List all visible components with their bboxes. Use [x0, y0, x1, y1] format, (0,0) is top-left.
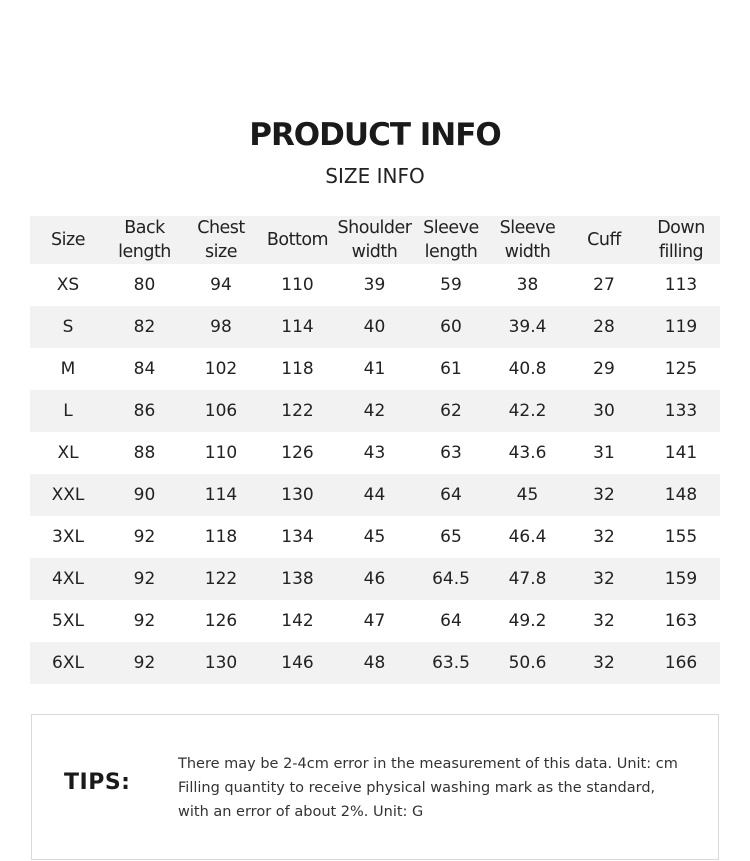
table-cell: 92: [106, 642, 183, 684]
table-cell: 102: [183, 348, 259, 390]
table-row: [30, 348, 720, 390]
table-cell: XXL: [30, 474, 106, 516]
page-subtitle: SIZE INFO: [325, 164, 425, 188]
table-cell: 84: [106, 348, 183, 390]
size-table: [30, 216, 720, 684]
table-cell: 30: [566, 390, 642, 432]
table-cell: 46.4: [489, 516, 566, 558]
table-cell: 32: [566, 516, 642, 558]
table-cell: 106: [183, 390, 259, 432]
table-cell: 88: [106, 432, 183, 474]
table-cell: 5XL: [30, 600, 106, 642]
tips-label: TIPS:: [64, 770, 131, 795]
table-cell: 3XL: [30, 516, 106, 558]
table-cell: 114: [259, 306, 336, 348]
header-down-filling: Down filling: [642, 216, 720, 264]
table-cell: 46: [336, 558, 413, 600]
table-cell: 50.6: [489, 642, 566, 684]
table-cell: 118: [183, 516, 259, 558]
table-row: [30, 558, 720, 600]
table-cell: 42.2: [489, 390, 566, 432]
table-cell: 126: [259, 432, 336, 474]
table-cell: 130: [183, 642, 259, 684]
table-cell: 134: [259, 516, 336, 558]
table-cell: 62: [413, 390, 489, 432]
table-cell: 42: [336, 390, 413, 432]
table-cell: 59: [413, 264, 489, 306]
table-cell: 28: [566, 306, 642, 348]
table-cell: 110: [183, 432, 259, 474]
tips-line: Filling quantity to receive physical washing mark as the standard,: [178, 780, 656, 796]
table-cell: 29: [566, 348, 642, 390]
table-cell: 163: [642, 600, 720, 642]
table-cell: 4XL: [30, 558, 106, 600]
table-cell: 65: [413, 516, 489, 558]
table-cell: 92: [106, 558, 183, 600]
table-cell: 40: [336, 306, 413, 348]
table-row: [30, 306, 720, 348]
table-cell: XL: [30, 432, 106, 474]
table-cell: 92: [106, 600, 183, 642]
header-size: Size: [30, 216, 106, 264]
table-cell: 39.4: [489, 306, 566, 348]
header-cuff: Cuff: [566, 216, 642, 264]
table-cell: 45: [336, 516, 413, 558]
table-cell: 31: [566, 432, 642, 474]
table-cell: 38: [489, 264, 566, 306]
table-cell: 82: [106, 306, 183, 348]
table-cell: 80: [106, 264, 183, 306]
table-cell: 32: [566, 600, 642, 642]
table-cell: 63: [413, 432, 489, 474]
table-cell: 45: [489, 474, 566, 516]
table-cell: 47: [336, 600, 413, 642]
table-cell: 126: [183, 600, 259, 642]
table-row: [30, 474, 720, 516]
table-cell: 118: [259, 348, 336, 390]
table-cell: 122: [183, 558, 259, 600]
table-cell: XS: [30, 264, 106, 306]
header-sleeve-width: Sleeve width: [489, 216, 566, 264]
table-row: [30, 264, 720, 306]
table-cell: 6XL: [30, 642, 106, 684]
table-cell: S: [30, 306, 106, 348]
table-row: [30, 600, 720, 642]
table-cell: 49.2: [489, 600, 566, 642]
table-cell: 114: [183, 474, 259, 516]
table-cell: 63.5: [413, 642, 489, 684]
table-header-row: [30, 216, 720, 264]
tips-text: [178, 752, 708, 824]
table-cell: 148: [642, 474, 720, 516]
table-cell: 32: [566, 642, 642, 684]
table-cell: 48: [336, 642, 413, 684]
page-title: PRODUCT INFO: [249, 117, 501, 153]
table-cell: 92: [106, 516, 183, 558]
table-cell: 43.6: [489, 432, 566, 474]
table-cell: 125: [642, 348, 720, 390]
tips-box: [31, 714, 719, 860]
table-cell: 41: [336, 348, 413, 390]
tips-line: There may be 2-4cm error in the measurement of this data. Unit: cm: [178, 756, 678, 772]
table-cell: 141: [642, 432, 720, 474]
table-cell: 60: [413, 306, 489, 348]
table-cell: 39: [336, 264, 413, 306]
tips-line: with an error of about 2%. Unit: G: [178, 804, 424, 820]
table-cell: 64.5: [413, 558, 489, 600]
table-cell: 32: [566, 558, 642, 600]
table-cell: 159: [642, 558, 720, 600]
table-cell: 44: [336, 474, 413, 516]
table-cell: 90: [106, 474, 183, 516]
table-cell: 64: [413, 474, 489, 516]
table-cell: 113: [642, 264, 720, 306]
table-cell: 32: [566, 474, 642, 516]
table-cell: 119: [642, 306, 720, 348]
table-cell: 43: [336, 432, 413, 474]
header-chest-size: Chest size: [183, 216, 259, 264]
table-cell: 27: [566, 264, 642, 306]
table-row: [30, 390, 720, 432]
table-cell: 146: [259, 642, 336, 684]
table-cell: 98: [183, 306, 259, 348]
table-cell: 122: [259, 390, 336, 432]
table-cell: 47.8: [489, 558, 566, 600]
table-cell: 138: [259, 558, 336, 600]
table-cell: 155: [642, 516, 720, 558]
table-row: [30, 642, 720, 684]
header-sleeve-length: Sleeve length: [413, 216, 489, 264]
table-cell: 40.8: [489, 348, 566, 390]
header-bottom: Bottom: [259, 216, 336, 264]
table-cell: 94: [183, 264, 259, 306]
table-cell: 142: [259, 600, 336, 642]
table-cell: M: [30, 348, 106, 390]
table-row: [30, 516, 720, 558]
table-cell: 133: [642, 390, 720, 432]
table-cell: 166: [642, 642, 720, 684]
table-cell: 110: [259, 264, 336, 306]
table-cell: L: [30, 390, 106, 432]
header-shoulder-width: Shoulder width: [337, 218, 412, 262]
table-cell: 130: [259, 474, 336, 516]
table-cell: 86: [106, 390, 183, 432]
table-cell: 61: [413, 348, 489, 390]
table-row: [30, 432, 720, 474]
table-cell: 64: [413, 600, 489, 642]
header-back-length: Back length: [106, 216, 183, 264]
